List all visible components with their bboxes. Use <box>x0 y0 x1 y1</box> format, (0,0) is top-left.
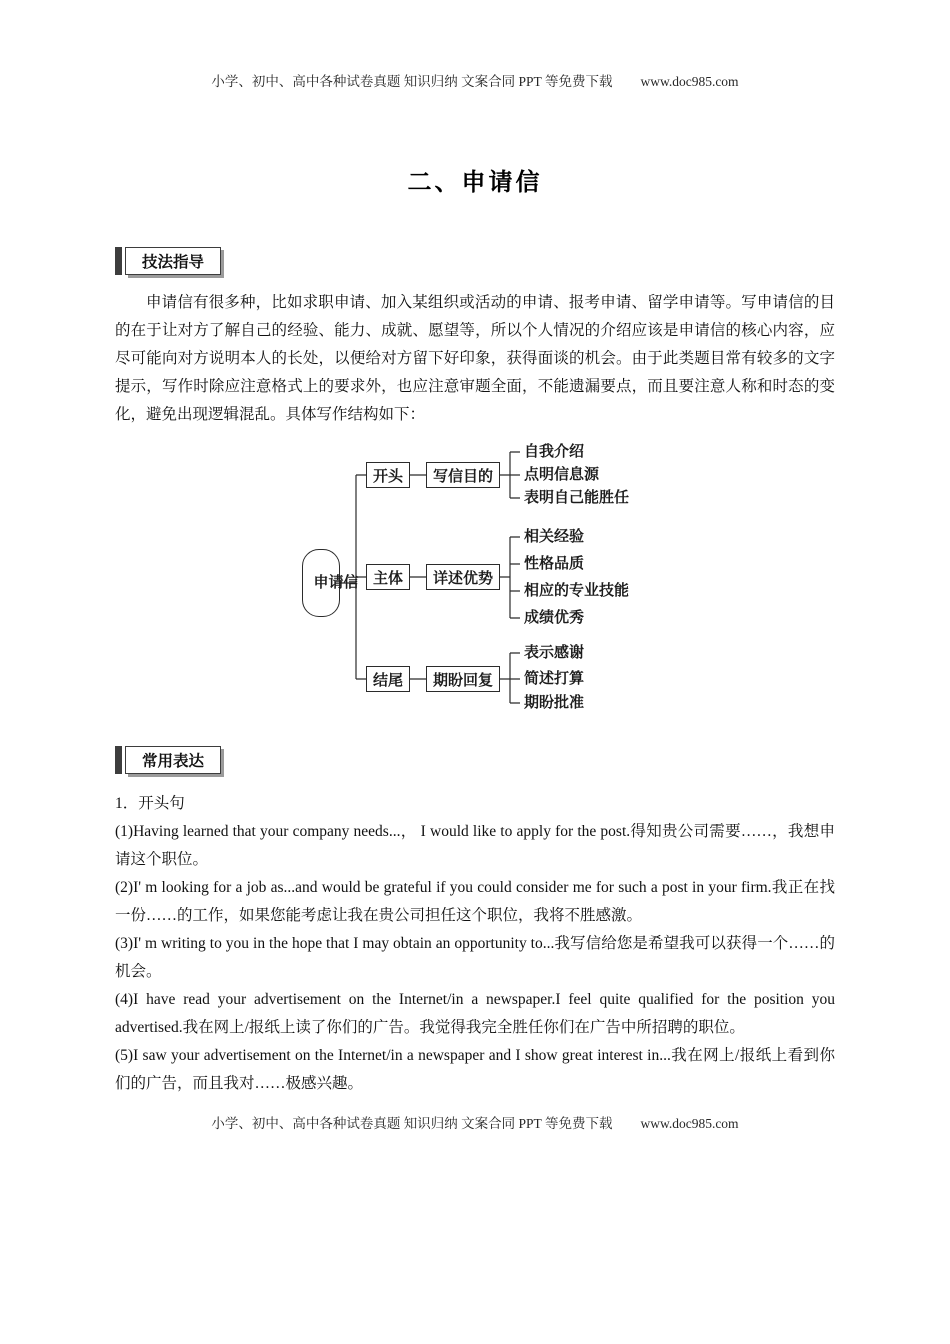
diagram-leaf: 期盼批准 <box>524 694 585 711</box>
page-title: 二、申请信 <box>407 169 543 196</box>
page-header <box>115 70 835 90</box>
diagram-leaf: 表示感谢 <box>524 644 585 661</box>
structure-diagram <box>300 437 860 722</box>
expression-sentence: (2)I' m looking for a job as...and would be grateful if you could consider me for such a post in your firm.我正在找一份……的工作，如果您能考虑让我在贵公司担任这个职位，我将不胜感激。 <box>115 879 835 924</box>
diagram-purpose-box-body: 详述优势 <box>426 564 500 590</box>
expression-sentence-list <box>115 818 835 1098</box>
diagram-leaf: 表明自己能胜任 <box>524 489 630 506</box>
diagram-leaf: 性格品质 <box>524 555 585 572</box>
diagram-leaf: 相应的专业技能 <box>524 582 630 599</box>
page-footer <box>115 1112 835 1132</box>
diagram-leaf: 点明信息源 <box>524 466 600 483</box>
section-badge-expressions <box>115 746 835 774</box>
opening-sentences-heading: 1．开头句 <box>115 795 185 812</box>
badge-left-bar <box>115 746 122 774</box>
footer-text: 小学、初中、高中各种试卷真题 知识归纳 文案合同 PPT 等免费下载 <box>211 1116 613 1131</box>
diagram-root-label: 申请信 <box>313 574 359 591</box>
diagram-stage-box-body: 主体 <box>366 564 410 590</box>
diagram-stage-box-ending: 结尾 <box>366 666 410 692</box>
diagram-root-node <box>302 549 359 617</box>
section-badge-technique <box>115 247 835 275</box>
header-url: www.doc985.com <box>640 74 739 89</box>
diagram-leaf: 简述打算 <box>524 670 585 687</box>
expression-sentence: (1)Having learned that your company needs...， I would like to apply for the post.得知贵公司需要……，我想申请这个职位。 <box>115 823 835 868</box>
expression-sentence: (5)I saw your advertisement on the Internet/in a newspaper and I show great interest in...我在网上/报纸上看到你们的广告，而且我对……极感兴趣。 <box>115 1047 835 1092</box>
footer-url: www.doc985.com <box>640 1116 739 1131</box>
diagram-leaf: 成绩优秀 <box>524 609 585 626</box>
diagram-leaf: 相关经验 <box>524 528 585 545</box>
diagram-purpose-box-ending: 期盼回复 <box>426 666 500 692</box>
diagram-leaf: 自我介绍 <box>524 443 585 460</box>
diagram-purpose-box-opening: 写信目的 <box>426 462 500 488</box>
expression-sentence: (4)I have read your advertisement on the Internet/in a newspaper.I feel quite qualified for the position you advertised.我在网上/报纸上读了你们的广告。我觉得我完全胜任你们在广告中所招聘的职位。 <box>115 991 835 1036</box>
header-text: 小学、初中、高中各种试卷真题 知识归纳 文案合同 PPT 等免费下载 <box>211 74 613 89</box>
expressions-badge-label: 常用表达 <box>125 746 221 774</box>
technique-badge-label: 技法指导 <box>125 247 221 275</box>
diagram-stage-box-opening: 开头 <box>366 462 410 488</box>
badge-left-bar <box>115 247 122 275</box>
technique-paragraph: 申请信有很多种，比如求职申请、加入某组织或活动的申请、报考申请、留学申请等。写申请信的目的在于让对方了解自己的经验、能力、成就、愿望等，所以个人情况的介绍应该是申请信的核心内容，应尽可能向对方说明本人的长处，以便给对方留下好印象，获得面谈的机会。由于此类题目常有较多的文字提示，写作时除应注意格式上的要求外，也应注意审题全面，不能遗漏要点，而且要注意人称和时态的变化，避免出现逻辑混乱。具体写作结构如下： <box>115 294 835 423</box>
expression-sentence: (3)I' m writing to you in the hope that I may obtain an opportunity to...我写信给您是希望我可以获得一个……的机会。 <box>115 935 835 980</box>
